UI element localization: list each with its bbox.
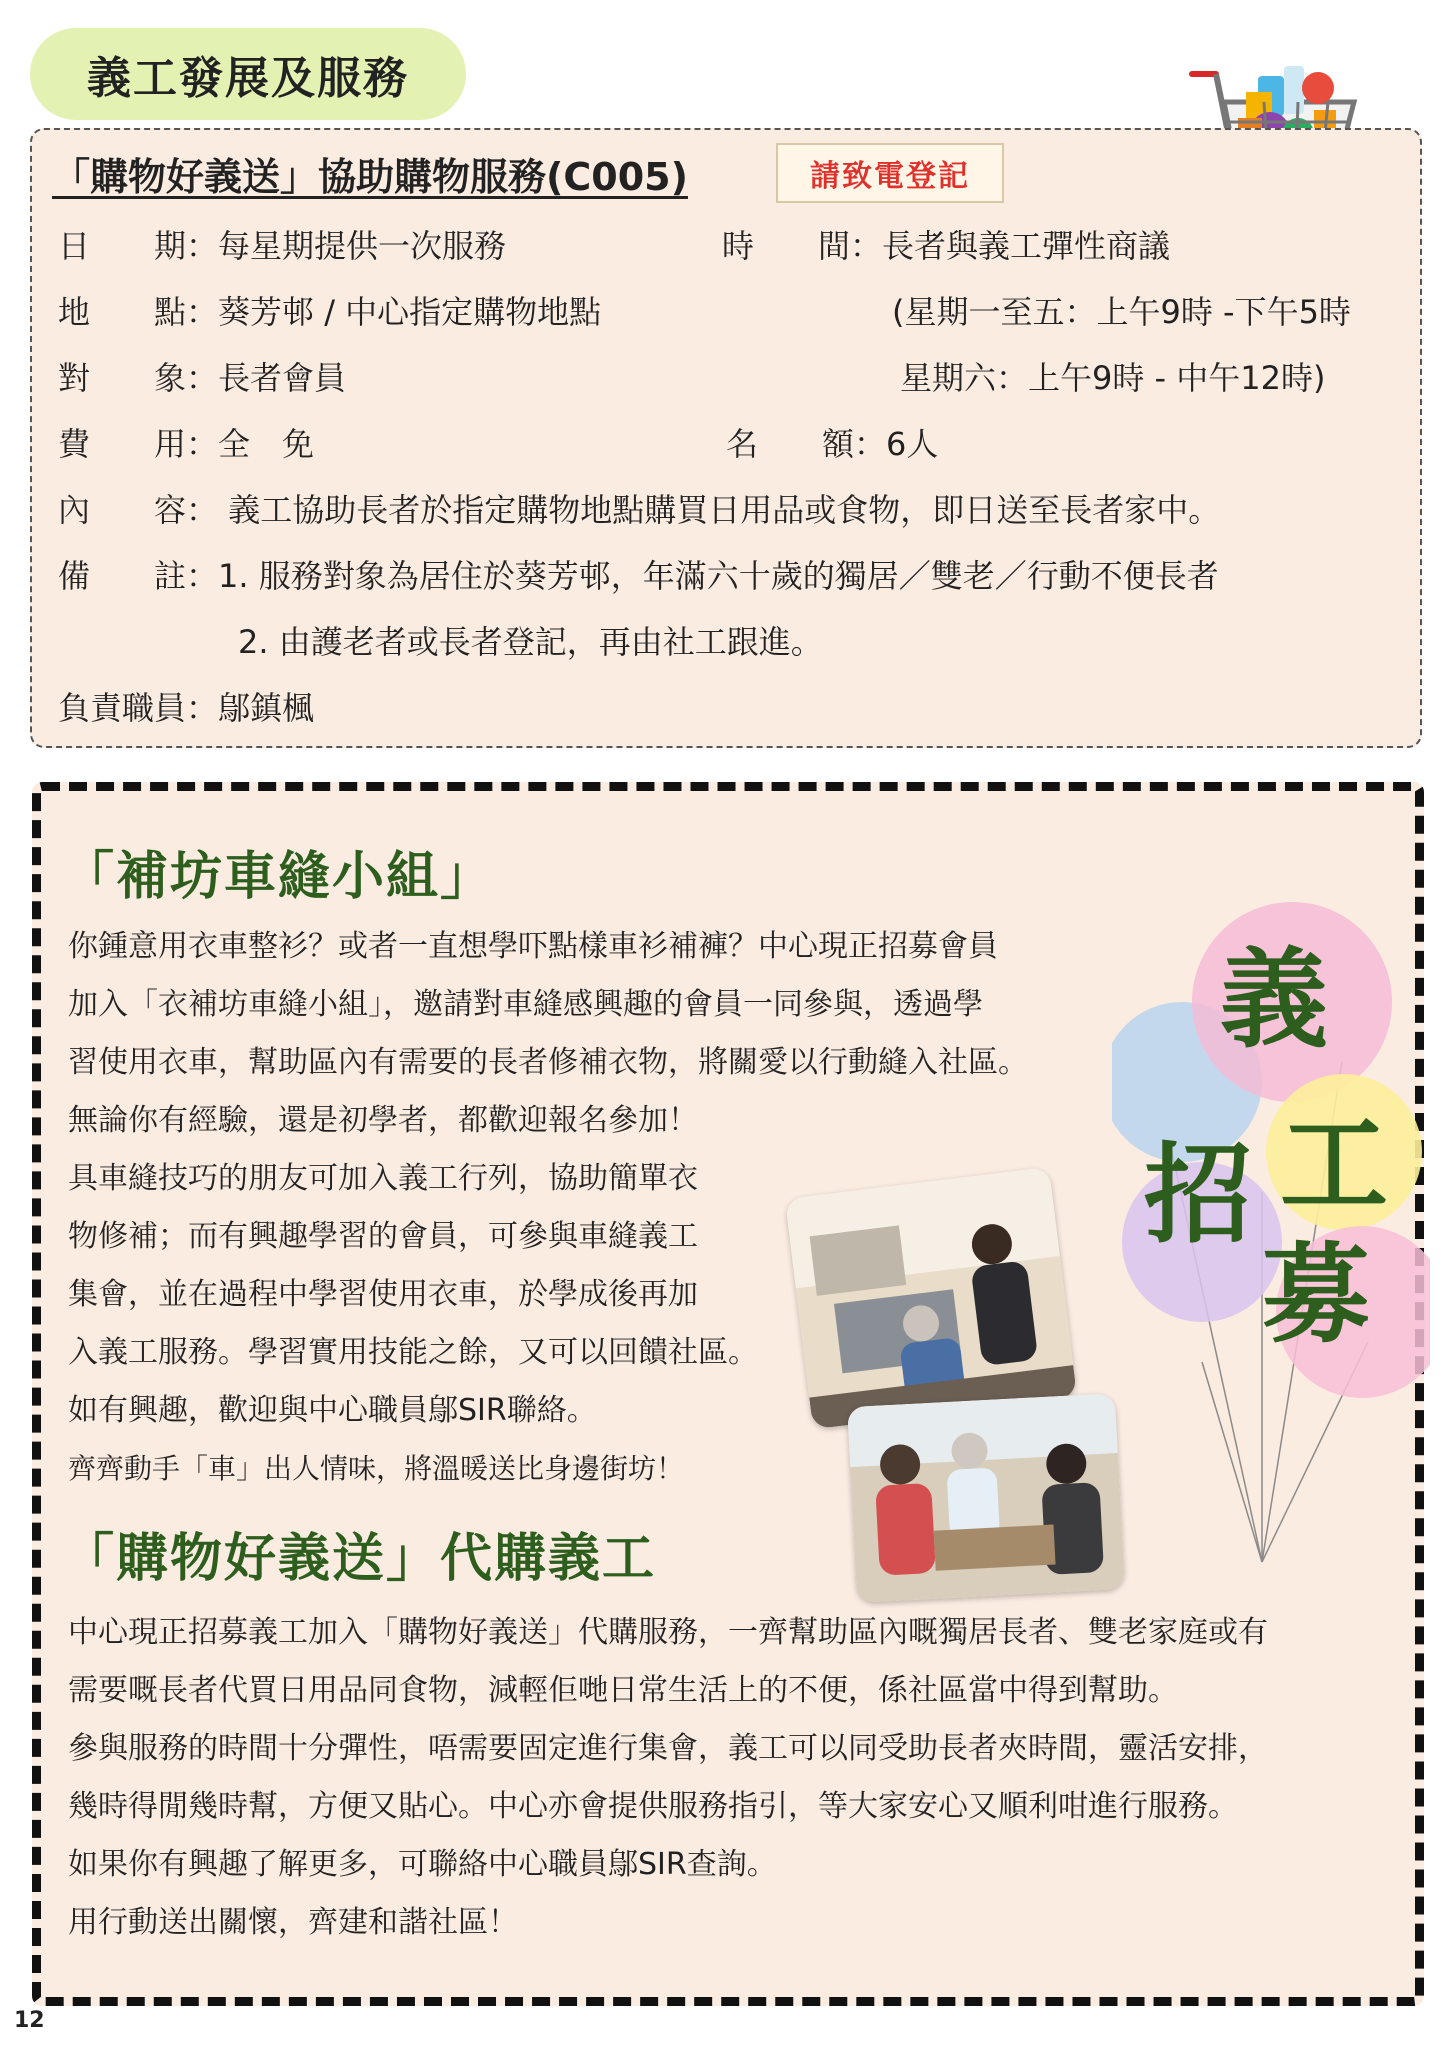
paragraph-line: 你鍾意用衣車整衫？或者一直想學吓點樣車衫補褲？中心現正招募會員 xyxy=(68,929,998,964)
date-value: 每星期提供一次服務 xyxy=(218,227,507,265)
paragraph-line: 入義工服務。學習實用技能之餘，又可以回饋社區。 xyxy=(68,1335,758,1370)
place-value: 葵芳邨 / 中心指定購物地點 xyxy=(218,293,602,331)
sewing-group-title: 「補坊車縫小組」 xyxy=(62,847,495,907)
content-value: 義工協助長者於指定購物地點購買日用品或食物，即日送至長者家中。 xyxy=(218,491,1221,529)
shopping-volunteer-title: 「購物好義送」代購義工 xyxy=(62,1529,657,1589)
time-row xyxy=(722,226,1170,266)
content-row xyxy=(58,490,1220,530)
remarks-row xyxy=(58,556,1219,596)
recruit-char-4: 募 xyxy=(1262,1233,1371,1358)
saturday-hours: 星期六：上午9時 - 中午12時) xyxy=(900,359,1326,397)
date-label: 日 期： xyxy=(58,227,219,265)
staff-value: 鄔鎮楓 xyxy=(218,689,315,727)
target-value: 長者會員 xyxy=(218,359,347,397)
remarks-item-2: 2. 由護老者或長者登記，再由社工跟進。 xyxy=(238,623,823,661)
paragraph-line: 幾時得閒幾時幫，方便又貼心。中心亦會提供服務指引，等大家安心又順利咁進行服務。 xyxy=(68,1789,1238,1824)
shopping-service-title: 「購物好義送」協助購物服務(C005) xyxy=(52,155,688,199)
register-by-phone-tag: 請致電登記 xyxy=(776,143,1004,203)
paragraph-line: 無論你有經驗，還是初學者，都歡迎報名參加！ xyxy=(68,1103,698,1138)
time-value: 長者與義工彈性商議 xyxy=(882,227,1171,265)
recruit-char-3: 招 xyxy=(1144,1133,1253,1258)
paragraph-line: 集會，並在過程中學習使用衣車，於學成後再加 xyxy=(68,1277,698,1312)
quota-value: 6人 xyxy=(886,425,939,463)
date-row xyxy=(58,226,506,266)
paragraph-line: 習使用衣車，幫助區內有需要的長者修補衣物，將關愛以行動縫入社區。 xyxy=(68,1045,1028,1080)
target-label: 對 象： xyxy=(58,359,219,397)
fee-row xyxy=(58,424,314,464)
page-number: 12 xyxy=(14,2008,45,2033)
recruit-char-1: 義 xyxy=(1220,938,1329,1063)
paragraph-line: 具車縫技巧的朋友可加入義工行列，協助簡單衣 xyxy=(68,1161,698,1196)
volunteer-recruit-balloons xyxy=(1112,902,1430,1592)
quota-label: 名 額： xyxy=(726,425,887,463)
staff-label: 負責職員： xyxy=(58,689,219,727)
time-label: 時 間： xyxy=(722,227,883,265)
paragraph-line: 加入「衣補坊車縫小組」，邀請對車縫感興趣的會員一同參與，透過學 xyxy=(68,987,983,1022)
sewing-photo-2 xyxy=(847,1393,1125,1603)
paragraph-line: 需要嘅長者代買日用品同食物，減輕佢哋日常生活上的不便，係社區當中得到幫助。 xyxy=(68,1673,1178,1708)
fee-value: 全 免 xyxy=(218,425,315,463)
weekday-hours: (星期一至五：上午9時 -下午5時 xyxy=(892,293,1351,331)
fee-label: 費 用： xyxy=(58,425,219,463)
staff-row xyxy=(58,688,314,728)
paragraph-line: 如果你有興趣了解更多，可聯絡中心職員鄔SIR查詢。 xyxy=(68,1847,777,1882)
paragraph-line: 參與服務的時間十分彈性，唔需要固定進行集會，義工可以同受助長者夾時間，靈活安排， xyxy=(68,1731,1268,1766)
remarks-label: 備 註： xyxy=(58,557,219,595)
content-label: 內 容： xyxy=(58,491,219,529)
place-row xyxy=(58,292,601,332)
section-title: 義工發展及服務 xyxy=(30,28,466,120)
place-label: 地 點： xyxy=(58,293,219,331)
paragraph-line: 如有興趣，歡迎與中心職員鄔SIR聯絡。 xyxy=(68,1393,597,1428)
paragraph-line: 中心現正招募義工加入「購物好義送」代購服務，一齊幫助區內嘅獨居長者、雙老家庭或有 xyxy=(68,1615,1268,1650)
paragraph-line: 物修補；而有興趣學習的會員，可參與車縫義工 xyxy=(68,1219,698,1254)
remarks-item-1: 1. 服務對象為居住於葵芳邨，年滿六十歲的獨居／雙老／行動不便長者 xyxy=(218,557,1219,595)
quota-row xyxy=(726,424,938,464)
paragraph-line: 用行動送出關懷，齊建和諧社區！ xyxy=(68,1905,518,1940)
target-row xyxy=(58,358,346,398)
recruit-char-2: 工 xyxy=(1280,1103,1389,1228)
shopping-volunteer-text xyxy=(68,1604,1268,1952)
sewing-photo-1 xyxy=(785,1167,1077,1430)
paragraph-line: 齊齊動手「車」出人情味，將溫暖送比身邊街坊！ xyxy=(68,1452,685,1485)
